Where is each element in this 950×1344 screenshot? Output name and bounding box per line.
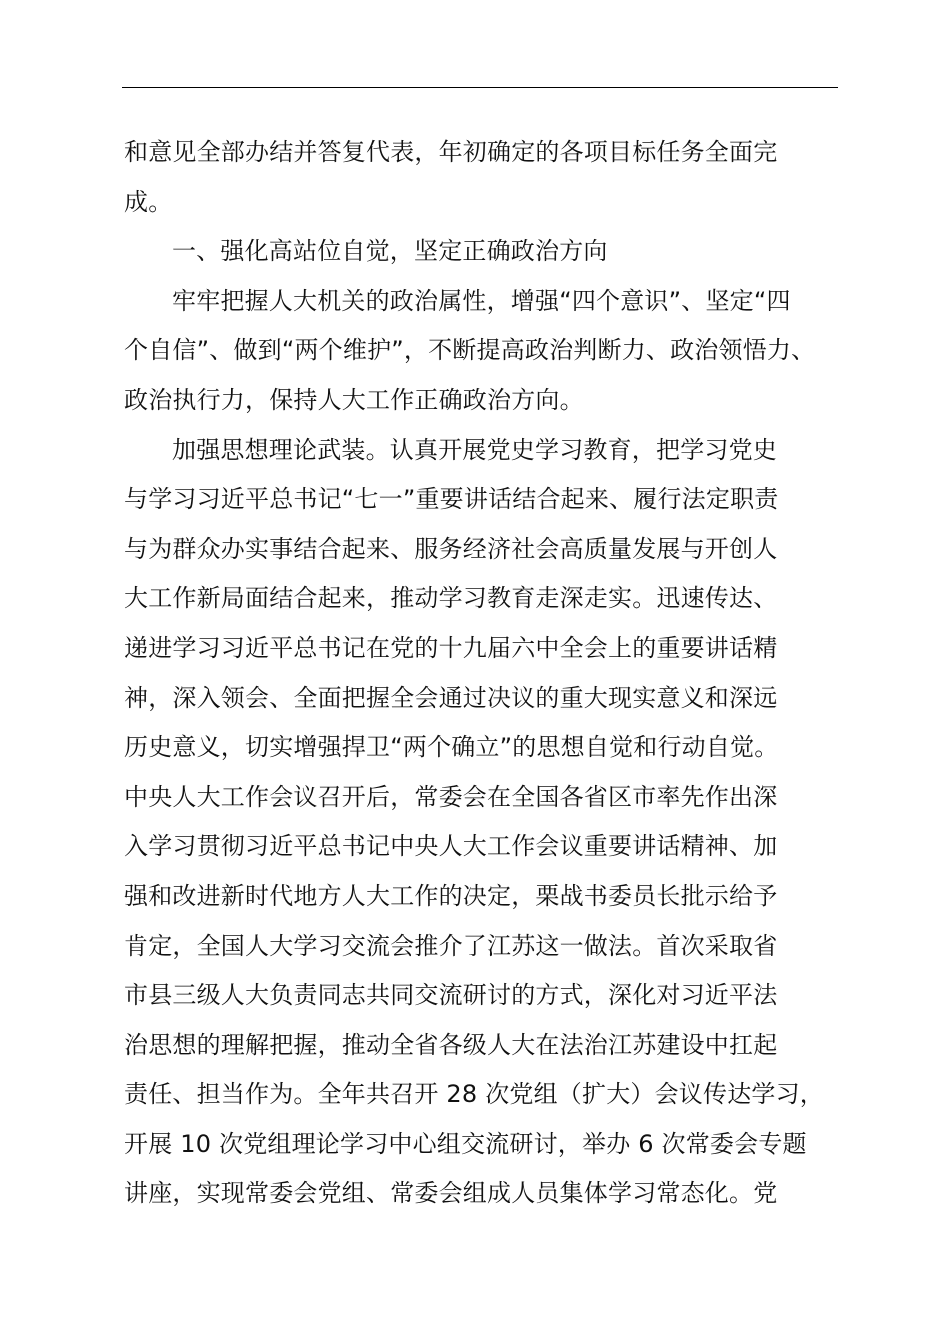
text-line: 和意见全部办结并答复代表，年初确定的各项目标任务全面完 [124, 138, 778, 166]
text-line: 个自信”、做到“两个维护”，不断提高政治判断力、政治领悟力、 [124, 336, 816, 365]
text-line: 大工作新局面结合起来，推动学习教育走深走实。迅速传达、 [124, 584, 778, 613]
text-line: 成。 [124, 187, 173, 216]
text-line: 入学习贯彻习近平总书记中央人大工作会议重要讲话精神、加 [124, 832, 778, 861]
text-line: 与为群众办实事结合起来、服务经济社会高质量发展与开创人 [124, 534, 778, 563]
section-heading: 一、强化高站位自觉，坚定正确政治方向 [172, 237, 608, 266]
text-line: 递进学习习近平总书记在党的十九届六中全会上的重要讲话精 [124, 633, 778, 662]
text-line: 开展 10 次党组理论学习中心组交流研讨，举办 6 次常委会专题 [124, 1129, 807, 1158]
text-line: 历史意义，切实增强捍卫“两个确立”的思想自觉和行动自觉。 [124, 733, 779, 762]
text-line: 牢牢把握人大机关的政治属性，增强“四个意识”、坚定“四 [172, 286, 791, 315]
text-line: 讲座，实现常委会党组、常委会组成人员集体学习常态化。党 [124, 1179, 778, 1208]
text-line: 与学习习近平总书记“七一”重要讲话结合起来、履行法定职责 [124, 485, 779, 514]
text-line: 市县三级人大负责同志共同交流研讨的方式，深化对习近平法 [124, 981, 778, 1010]
text-line: 神，深入领会、全面把握全会通过决议的重大现实意义和深远 [124, 683, 778, 712]
text-line: 治思想的理解把握，推动全省各级人大在法治江苏建设中扛起 [124, 1030, 778, 1059]
text-line: 肯定，全国人大学习交流会推介了江苏这一做法。首次采取省 [124, 931, 778, 960]
text-line: 责任、担当作为。全年共召开 28 次党组（扩大）会议传达学习， [124, 1080, 824, 1109]
document-body [124, 128, 854, 1219]
header-rule [122, 87, 838, 88]
text-line: 加强思想理论武装。认真开展党史学习教育，把学习党史 [172, 435, 777, 464]
text-line: 强和改进新时代地方人大工作的决定，栗战书委员长批示给予 [124, 881, 778, 910]
text-line: 政治执行力，保持人大工作正确政治方向。 [124, 385, 584, 414]
text-line: 中央人大工作会议召开后，常委会在全国各省区市率先作出深 [124, 782, 778, 811]
